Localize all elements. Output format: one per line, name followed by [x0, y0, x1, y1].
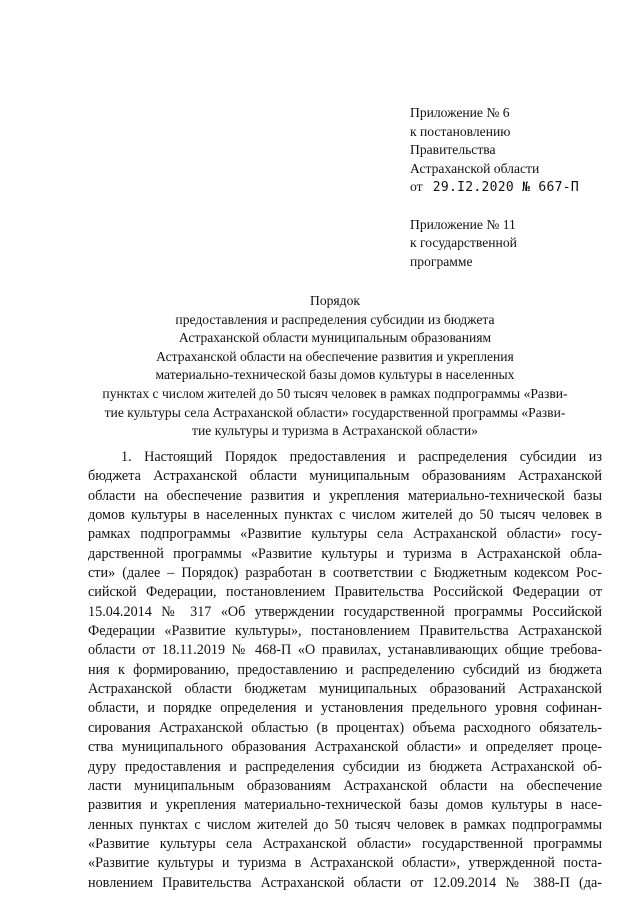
body-line: рамках подпрограммы «Развитие культуры села Астраханской области» госу-	[88, 526, 602, 543]
appendix-gap	[410, 198, 579, 216]
body-line: ния к формированию, предоставлению и распределению субсидий из бюджета	[88, 661, 602, 678]
appendix-line: к постановлению	[410, 123, 511, 139]
appendix-header	[410, 104, 579, 271]
body-line: ласти муниципальным образованиям Астраханской области на обеспечение	[88, 777, 602, 794]
body-line: 15.04.2014 № 317 «Об утверждении государственной программы Российской	[88, 603, 602, 620]
body-line: новлением Правительства Астраханской области от 12.09.2014 № 388-П (да-	[88, 874, 602, 891]
body-line: Федерации «Развитие культуры», постановлением Правительства Астраханской	[88, 623, 602, 640]
body-line: сирования Астраханской областью (в процентах) объема расходного обязатель-	[88, 719, 602, 736]
body-line: «Развитие культуры села Астраханской области» государственной программы	[88, 835, 602, 852]
title-line: тие культуры и туризма в Астраханской области»	[192, 423, 478, 439]
appendix-line: Приложение № 11	[410, 216, 516, 232]
title-line: Порядок	[310, 293, 360, 308]
body-line: дуру предоставления и распределения субсидии из бюджета Астраханской об-	[88, 758, 602, 775]
date-stamp: 29.I2.2020 № 667-П	[432, 180, 580, 195]
body-line: дарственной программы «Развитие культуры и туризма в Астраханской обла-	[88, 545, 602, 562]
body-line: ства муниципального образования Астраханской области» и определяет проце-	[88, 739, 602, 756]
body-paragraph	[88, 448, 602, 893]
title-line: пунктах с числом жителей до 50 тысяч человек в рамках подпрограммы «Разви-	[102, 385, 568, 401]
date-prefix: от	[410, 179, 423, 194]
appendix-line: Астраханской области	[410, 160, 540, 176]
appendix-line: Приложение № 6	[410, 105, 510, 120]
appendix-date-line	[410, 178, 579, 198]
appendix-line: Правительства	[410, 142, 496, 157]
body-line: домов культуры в населенных пунктах с числом жителей до 50 тысяч человек в	[88, 507, 602, 524]
body-line: развития и укрепления материально-технической базы домов культуры в насе-	[88, 797, 602, 814]
title-line: тие культуры села Астраханской области» государственной программы «Разви-	[104, 404, 566, 420]
appendix-line: к государственной	[410, 235, 517, 250]
document-title	[100, 292, 570, 441]
body-line: области на обеспечение развития и укрепления материально-технической базы	[88, 487, 602, 504]
body-line: сийской Федерации, постановлением Правительства Российской Федерации от	[88, 584, 602, 601]
title-line: материально-технической базы домов культуры в населенных	[155, 367, 515, 383]
title-line: Астраханской области муниципальным образованиям	[178, 330, 492, 346]
title-line: предоставления и распределения субсидии из бюджета	[175, 311, 495, 327]
body-line: сти» (далее – Порядок) разработан в соответствии с Бюджетным кодексом Рос-	[88, 565, 602, 582]
body-line: области, и порядке определения и установления предельного уровня софинан-	[88, 700, 602, 717]
title-line: Астраханской области на обеспечение развития и укрепления	[156, 348, 514, 364]
body-line: «Развитие культуры и туризма в Астраханской области», утвержденной поста-	[88, 855, 602, 872]
body-line: Астраханской области бюджетам муниципальных образований Астраханской	[88, 681, 602, 698]
body-line: бюджета Астраханской области муниципальным образованиям Астраханской	[88, 468, 602, 485]
body-line: ленных пунктах с числом жителей до 50 тысяч человек в рамках подпрограммы	[88, 816, 602, 833]
body-line: области от 18.11.2019 № 468-П «О правилах, устанавливающих общие требова-	[88, 642, 602, 659]
appendix-line: программе	[410, 253, 473, 269]
body-line: 1. Настоящий Порядок предоставления и распределения субсидии из	[121, 449, 602, 465]
